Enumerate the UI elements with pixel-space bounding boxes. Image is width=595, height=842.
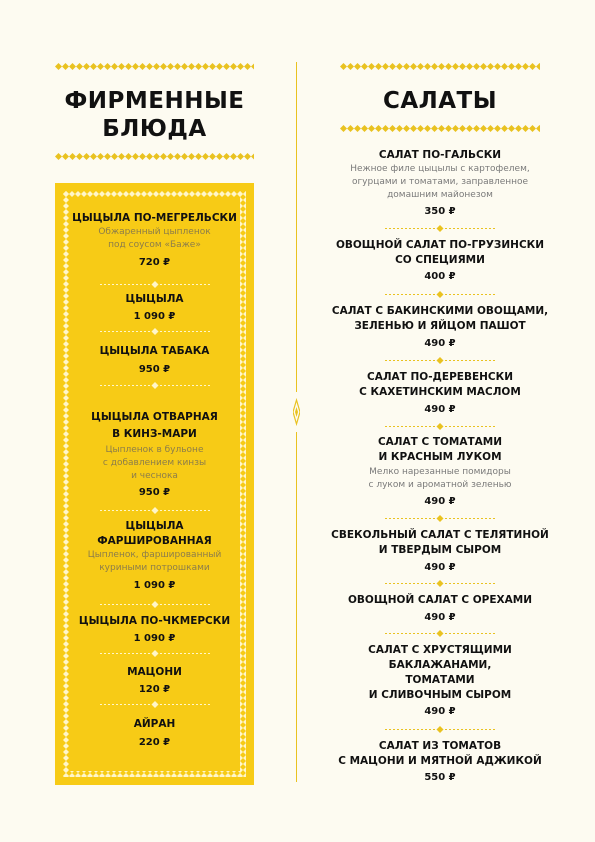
menu-item <box>65 665 244 697</box>
item-separator <box>385 423 495 430</box>
item-name: БАКЛАЖАНАМИ, <box>388 659 492 671</box>
menu-item <box>330 643 550 719</box>
menu-item <box>330 148 550 219</box>
menu-item <box>65 292 244 324</box>
menu-item <box>65 410 244 500</box>
item-name: САЛАТ С ТОМАТАМИ <box>377 436 503 448</box>
item-name: ЗЕЛЕНЬЮ И ЯЙЦОМ ПАШОТ <box>354 320 526 332</box>
item-description: домашним майонезом <box>387 190 493 200</box>
item-price: 490 ₽ <box>424 338 456 349</box>
item-description: с добавлением кинзы <box>102 458 207 468</box>
item-price: 400 ₽ <box>424 271 456 282</box>
menu-item <box>65 717 244 750</box>
item-price: 550 ₽ <box>424 772 456 783</box>
item-name: С КАХЕТИНСКИМ МАСЛОМ <box>359 386 521 398</box>
item-price: 120 ₽ <box>138 684 171 695</box>
menu-item <box>330 238 550 284</box>
signature-dishes-panel <box>55 183 254 785</box>
right-section-title <box>340 87 540 115</box>
item-price: 1 090 ₽ <box>133 311 176 322</box>
item-name: ЦЫЦЫЛА ОТВАРНАЯ <box>91 411 218 423</box>
menu-item <box>65 519 244 593</box>
item-name: САЛАТ ПО-ДЕРЕВЕНСКИ <box>366 371 513 383</box>
menu-item <box>330 739 550 785</box>
menu-item <box>330 435 550 509</box>
item-name: С МАЦОНИ И МЯТНОЙ АДЖИКОЙ <box>338 755 542 767</box>
item-separator <box>100 281 210 288</box>
menu-item <box>65 211 244 270</box>
item-description: и чеснока <box>131 471 178 481</box>
item-separator <box>385 357 495 364</box>
item-name: ОВОЩНОЙ САЛАТ С ОРЕХАМИ <box>347 594 533 606</box>
item-name: И ТВЕРДЫМ СЫРОМ <box>378 544 502 556</box>
item-description: под соусом «Баже» <box>108 240 201 250</box>
item-separator <box>100 382 210 389</box>
item-price: 1 090 ₽ <box>133 633 176 644</box>
item-price: 490 ₽ <box>424 612 456 623</box>
item-description: Цыпленок, фаршированный <box>87 550 222 560</box>
item-price: 950 ₽ <box>138 364 171 375</box>
menu-item <box>330 370 550 417</box>
item-separator <box>385 291 495 298</box>
item-separator <box>100 328 210 335</box>
left-top-ornament <box>55 63 254 70</box>
item-description: с луком и ароматной зеленью <box>368 480 512 490</box>
item-name: САЛАТ С БАКИНСКИМИ ОВОЩАМИ, <box>331 305 549 317</box>
menu-item <box>330 593 550 625</box>
item-separator <box>100 701 210 708</box>
item-name: ОВОЩНОЙ САЛАТ ПО-ГРУЗИНСКИ <box>335 239 545 251</box>
item-separator <box>385 580 495 587</box>
center-divider <box>296 62 297 782</box>
item-price: 1 090 ₽ <box>133 580 176 591</box>
right-bottom-ornament <box>340 125 540 132</box>
left-bottom-ornament <box>55 153 254 160</box>
item-name: ФАРШИРОВАННАЯ <box>97 535 212 547</box>
item-name: ЦЫЦЫЛА ПО-МЕГРЕЛЬСКИ <box>72 212 237 224</box>
item-name: САЛАТ ПО-ГАЛЬСКИ <box>378 149 502 161</box>
item-separator <box>385 630 495 637</box>
item-name: ЦЫЦЫЛА <box>125 520 184 532</box>
menu-item <box>65 344 244 377</box>
menu-item <box>65 614 244 646</box>
item-name: И КРАСНЫМ ЛУКОМ <box>378 451 502 463</box>
item-price: 490 ₽ <box>424 562 456 573</box>
left-section-title <box>55 87 254 143</box>
item-price: 350 ₽ <box>424 206 456 217</box>
right-title-text: САЛАТЫ <box>382 88 498 114</box>
item-name: ТОМАТАМИ <box>405 674 475 686</box>
item-description: Мелко нарезанные помидоры <box>369 467 511 477</box>
menu-item <box>330 528 550 575</box>
item-price: 490 ₽ <box>424 496 456 507</box>
item-description: куриными потрошками <box>99 563 210 573</box>
item-name: САЛАТ ИЗ ТОМАТОВ <box>378 740 502 752</box>
item-name: ЦЫЦЫЛА ТАБАКА <box>99 345 210 357</box>
item-name: И СЛИВОЧНЫМ СЫРОМ <box>368 689 512 701</box>
item-name: ЦЫЦЫЛА ПО-ЧКМЕРСКИ <box>78 615 231 627</box>
item-separator <box>100 650 210 657</box>
item-price: 490 ₽ <box>424 706 456 717</box>
item-name: ЦЫЦЫЛА <box>125 293 184 305</box>
item-price: 490 ₽ <box>424 404 456 415</box>
left-title-line2: БЛЮДА <box>102 116 207 142</box>
item-price: 950 ₽ <box>138 487 171 498</box>
item-price: 220 ₽ <box>138 737 171 748</box>
item-name: В КИНЗ-МАРИ <box>112 428 197 440</box>
item-separator <box>385 515 495 522</box>
item-separator <box>100 507 210 514</box>
right-top-ornament <box>340 63 540 70</box>
item-price: 720 ₽ <box>138 257 171 268</box>
item-name: САЛАТ С ХРУСТЯЩИМИ <box>368 644 512 656</box>
item-name: АЙРАН <box>133 718 176 730</box>
item-description: Обжаренный цыпленок <box>98 227 211 237</box>
item-description: огурцами и томатами, заправленное <box>351 177 529 187</box>
item-description: Нежное филе цыцылы с картофелем, <box>350 164 530 174</box>
item-separator <box>385 726 495 733</box>
item-name: СВЕКОЛЬНЫЙ САЛАТ С ТЕЛЯТИНОЙ <box>331 529 549 541</box>
item-description: Цыпленок в бульоне <box>105 445 204 455</box>
menu-item <box>330 304 550 351</box>
left-title-line1: ФИРМЕННЫЕ <box>64 88 245 114</box>
item-separator <box>100 601 210 608</box>
item-name: МАЦОНИ <box>127 666 182 678</box>
item-separator <box>385 225 495 232</box>
item-name: СО СПЕЦИЯМИ <box>395 254 485 266</box>
